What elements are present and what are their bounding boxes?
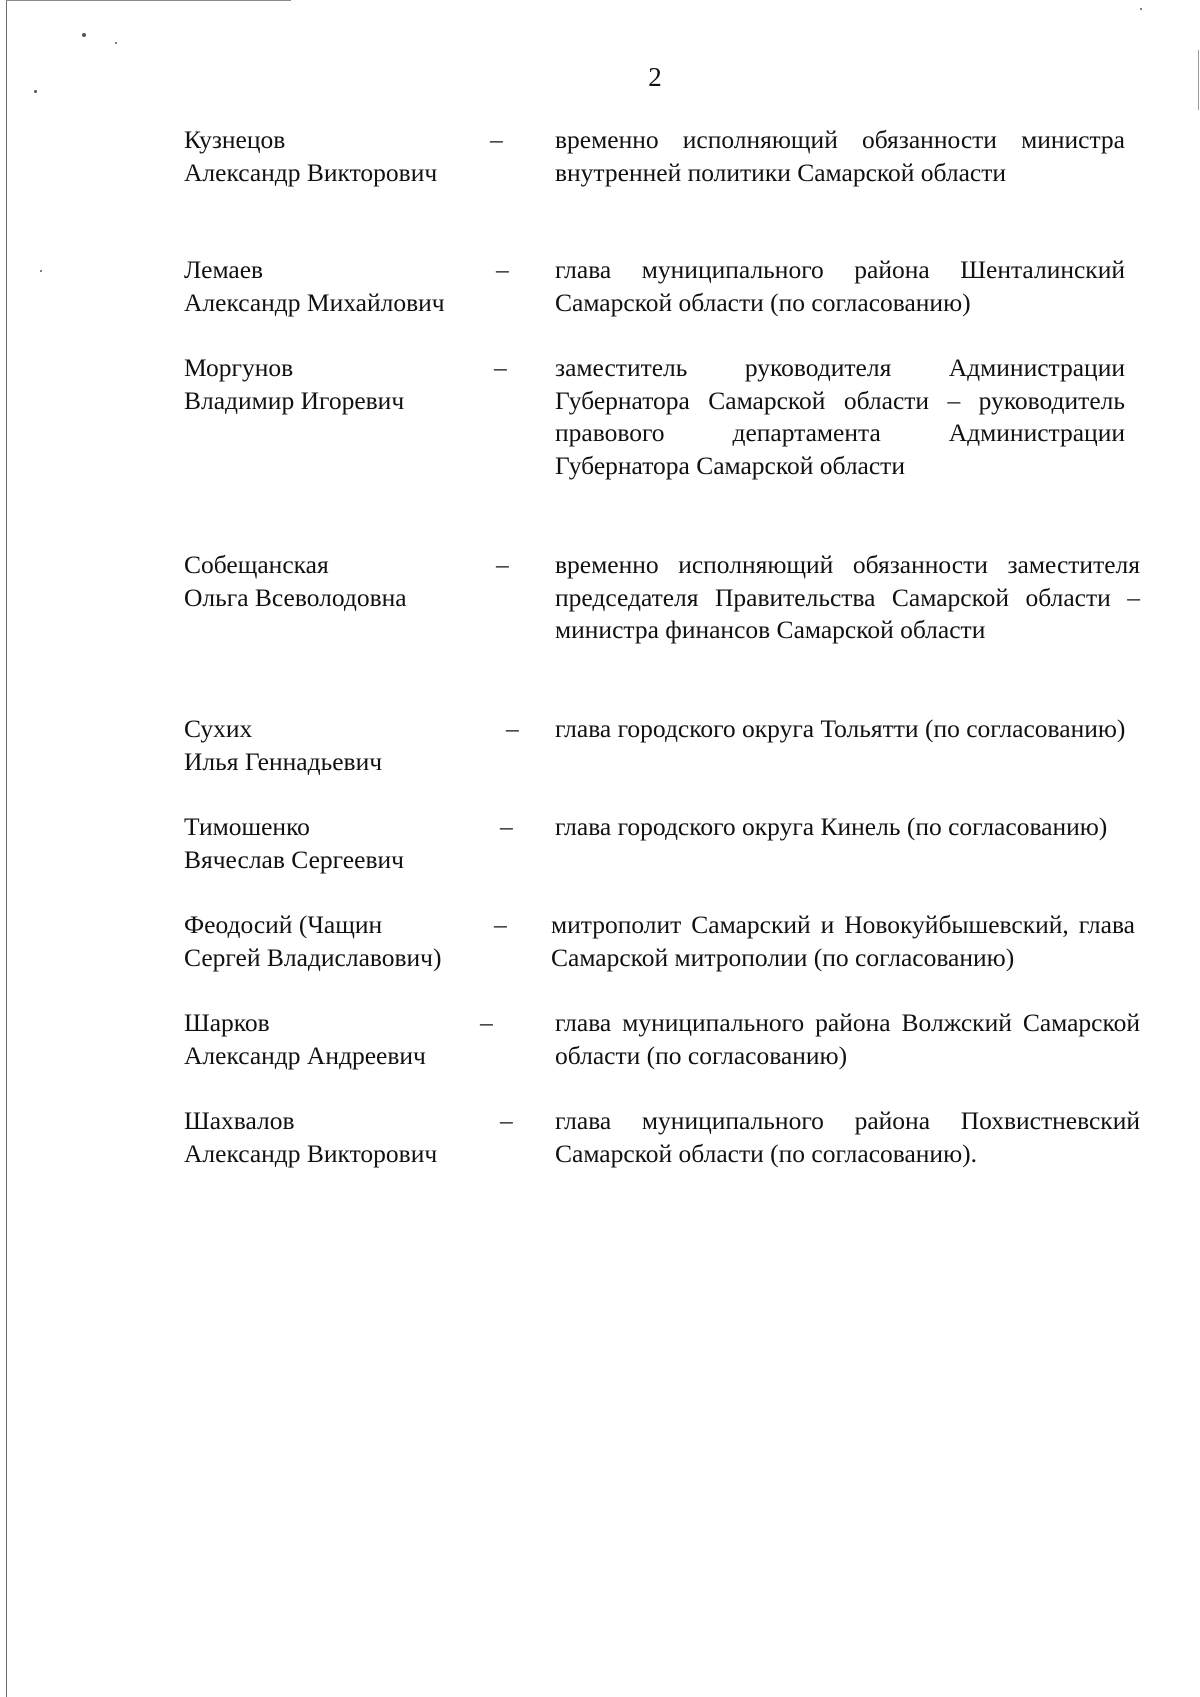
member-surname: Сухих bbox=[184, 714, 253, 743]
member-given-names: Александр Викторович bbox=[184, 1138, 438, 1168]
member-position: глава муниципального района Похвистневский Самарской области (по согласованию). bbox=[555, 1106, 1140, 1168]
member-given-names: Александр Андреевич bbox=[184, 1040, 426, 1070]
page-number: 2 bbox=[648, 62, 662, 92]
member-given-names: Илья Геннадьевич bbox=[184, 746, 383, 776]
member-position: митрополит Самарский и Новокуйбышевский, глава Самарской митрополии (по согласованию) bbox=[551, 910, 1135, 972]
member-position: заместитель руководителя Администрации Губернатора Самарской области – руководитель правового департамента Администрации Губернатора Самарской области bbox=[555, 353, 1125, 480]
member-surname: Шахвалов bbox=[184, 1106, 295, 1135]
member-name bbox=[184, 352, 484, 417]
member-name bbox=[184, 1007, 484, 1072]
scan-speck bbox=[40, 270, 42, 272]
member-position: временно исполняющий обязанности заместителя председателя Правительства Самарской области – министра финансов Самарской области bbox=[555, 550, 1140, 644]
member-surname: Кузнецов bbox=[184, 125, 286, 154]
member-given-names: Сергей Владиславович) bbox=[184, 942, 442, 972]
scan-edge-left bbox=[6, 0, 7, 1697]
member-name bbox=[184, 909, 484, 974]
member-given-names: Александр Викторович bbox=[184, 157, 438, 187]
member-surname: Феодосий (Чащин bbox=[184, 910, 383, 939]
member-name bbox=[184, 254, 484, 319]
separator-dash: – bbox=[496, 255, 509, 284]
separator-dash: – bbox=[500, 1106, 513, 1135]
scan-speck bbox=[1140, 8, 1142, 10]
separator-dash: – bbox=[494, 910, 507, 939]
member-name bbox=[184, 1105, 484, 1170]
separator-dash: – bbox=[500, 812, 513, 841]
member-position: глава муниципального района Волжский Самарской области (по согласованию) bbox=[555, 1008, 1140, 1070]
member-surname: Тимошенко bbox=[184, 812, 310, 841]
member-given-names: Александр Михайлович bbox=[184, 287, 445, 317]
member-position: глава городского округа Кинель (по согласованию) bbox=[555, 812, 1108, 841]
member-name bbox=[184, 124, 484, 189]
member-name bbox=[184, 549, 484, 614]
member-given-names: Владимир Игоревич bbox=[184, 385, 405, 415]
scan-speck bbox=[82, 33, 86, 37]
member-name bbox=[184, 713, 484, 778]
member-surname: Собещанская bbox=[184, 550, 329, 579]
member-given-names: Вячеслав Сергеевич bbox=[184, 844, 404, 874]
separator-dash: – bbox=[506, 714, 519, 743]
scan-edge-top bbox=[6, 0, 291, 1]
separator-dash: – bbox=[490, 125, 503, 154]
member-position: глава городского округа Тольятти (по согласованию) bbox=[555, 714, 1126, 743]
member-position: временно исполняющий обязанности министра внутренней политики Самарской области bbox=[555, 125, 1125, 187]
separator-dash: – bbox=[480, 1008, 493, 1037]
member-given-names: Ольга Всеволодовна bbox=[184, 582, 407, 612]
member-name bbox=[184, 811, 484, 876]
scan-speck bbox=[115, 42, 117, 44]
member-surname: Шарков bbox=[184, 1008, 270, 1037]
member-surname: Моргунов bbox=[184, 353, 294, 382]
separator-dash: – bbox=[496, 550, 509, 579]
separator-dash: – bbox=[494, 353, 507, 382]
member-surname: Лемаев bbox=[184, 255, 264, 284]
member-position: глава муниципального района Шенталинский Самарской области (по согласованию) bbox=[555, 255, 1125, 317]
